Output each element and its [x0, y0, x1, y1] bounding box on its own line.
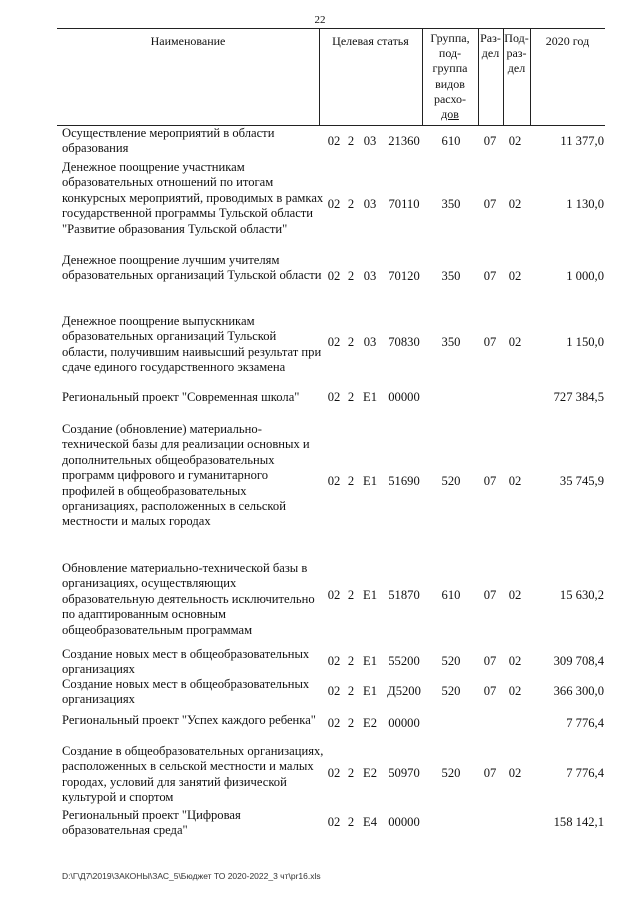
- row-c2: 2: [347, 766, 355, 780]
- row-c4: 50970: [388, 766, 420, 780]
- row-c1: 02: [327, 134, 341, 148]
- row-c2: 2: [347, 815, 355, 829]
- row-c3: E2: [363, 766, 377, 780]
- row-group: 350: [441, 197, 461, 211]
- row-c2: 2: [347, 269, 355, 283]
- header-name: Наименование: [150, 34, 226, 48]
- header-section: Раз- дел: [480, 31, 501, 61]
- file-path-footer: D:\Г\Д7\2019\ЗАКОНЫ\ЗАС_5\Бюджет ТО 2020-2022_3 чт\pr16.xls: [62, 871, 321, 881]
- row-c2: 2: [347, 716, 355, 730]
- row-name: Создание (обновление) материально-технической базы для реализации основных и дополнительных общеобразовательных программ цифрового и гуманитарного профилей в общеобразовательных организациях, расположенных в сельской местности и малых городах: [62, 422, 310, 529]
- row-subsection: 02: [508, 134, 522, 148]
- header-group: Группа, под- группа видов расхо- дов: [430, 31, 470, 122]
- row-section: 07: [483, 134, 497, 148]
- row-amount: 7 776,4: [566, 766, 604, 780]
- row-c1: 02: [327, 335, 341, 349]
- row-amount: 15 630,2: [559, 588, 604, 602]
- row-c2: 2: [347, 390, 355, 404]
- header-target: Целевая статья: [332, 34, 409, 48]
- row-subsection: 02: [508, 684, 522, 698]
- row-group: 350: [441, 335, 461, 349]
- row-amount: 366 300,0: [553, 684, 604, 698]
- row-name: Денежное поощрение выпускникам образовательных организаций Тульской области, получившим наивысший результат при сдаче единого государственного экзамена: [62, 314, 322, 375]
- header-year: 2020 год: [545, 34, 590, 48]
- row-section: 07: [483, 654, 497, 668]
- row-subsection: 02: [508, 474, 522, 488]
- row-name: Обновление материально-технической базы в организациях, осуществляющих образовательную деятельность исключительно по адаптированным основным общеобразовательным программам: [62, 561, 315, 637]
- row-c2: 2: [347, 684, 355, 698]
- row-name: Региональный проект "Цифровая образовательная среда": [62, 808, 241, 838]
- row-c2: 2: [347, 197, 355, 211]
- row-c1: 02: [327, 474, 341, 488]
- row-amount: 1 130,0: [566, 197, 604, 211]
- row-amount: 7 776,4: [566, 716, 604, 730]
- row-name: Денежное поощрение лучшим учителям образовательных организаций Тульской области: [62, 253, 322, 283]
- row-c2: 2: [347, 588, 355, 602]
- row-c2: 2: [347, 474, 355, 488]
- row-c3: E1: [363, 390, 377, 404]
- row-c2: 2: [347, 654, 355, 668]
- row-group: 350: [441, 269, 461, 283]
- row-c1: 02: [327, 716, 341, 730]
- row-subsection: 02: [508, 654, 522, 668]
- row-c3: E1: [363, 654, 377, 668]
- row-c3: E1: [363, 474, 377, 488]
- row-group: 610: [441, 134, 461, 148]
- row-c1: 02: [327, 654, 341, 668]
- row-c1: 02: [327, 269, 341, 283]
- row-section: 07: [483, 197, 497, 211]
- row-amount: 11 377,0: [560, 134, 604, 148]
- row-subsection: 02: [508, 588, 522, 602]
- row-amount: 158 142,1: [553, 815, 604, 829]
- row-c4: 55200: [388, 654, 420, 668]
- row-amount: 1 150,0: [566, 335, 604, 349]
- row-c1: 02: [327, 588, 341, 602]
- row-name: Осуществление мероприятий в области образования: [62, 126, 275, 156]
- row-name: Создание новых мест в общеобразовательных организациях: [62, 647, 310, 677]
- row-c1: 02: [327, 684, 341, 698]
- row-c3: E4: [363, 815, 377, 829]
- row-c1: 02: [327, 815, 341, 829]
- row-section: 07: [483, 269, 497, 283]
- row-c4: 70830: [388, 335, 420, 349]
- row-name: Региональный проект "Современная школа": [62, 390, 300, 404]
- row-name: Создание новых мест в общеобразовательных организациях: [62, 677, 310, 707]
- row-name: Региональный проект "Успех каждого ребенка": [62, 713, 316, 727]
- row-amount: 35 745,9: [559, 474, 604, 488]
- row-c4: Д5200: [387, 684, 421, 698]
- row-c4: 51870: [388, 588, 420, 602]
- row-c2: 2: [347, 335, 355, 349]
- row-amount: 1 000,0: [566, 269, 604, 283]
- row-subsection: 02: [508, 197, 522, 211]
- row-subsection: 02: [508, 335, 522, 349]
- row-c3: E1: [363, 588, 377, 602]
- row-name: Денежное поощрение участникам образовательных отношений по итогам конкурсных мероприятий, проводимых в рамках государственной программы Тульской области "Развитие образования Тульской области": [62, 160, 324, 236]
- row-section: 07: [483, 588, 497, 602]
- row-c4: 00000: [388, 390, 420, 404]
- row-c4: 00000: [388, 815, 420, 829]
- row-group: 520: [441, 684, 461, 698]
- row-c2: 2: [347, 134, 355, 148]
- row-c1: 02: [327, 197, 341, 211]
- row-c4: 00000: [388, 716, 420, 730]
- page-number: 22: [314, 14, 326, 26]
- row-section: 07: [483, 335, 497, 349]
- row-amount: 727 384,5: [553, 390, 604, 404]
- row-section: 07: [483, 684, 497, 698]
- row-c1: 02: [327, 390, 341, 404]
- row-c3: E1: [363, 684, 377, 698]
- row-group: 520: [441, 474, 461, 488]
- row-section: 07: [483, 474, 497, 488]
- row-c3: 03: [363, 134, 377, 148]
- row-c4: 21360: [388, 134, 420, 148]
- row-group: 610: [441, 588, 461, 602]
- row-c4: 51690: [388, 474, 420, 488]
- row-c1: 02: [327, 766, 341, 780]
- row-c3: E2: [363, 716, 377, 730]
- row-subsection: 02: [508, 766, 522, 780]
- header-subsection: Под- раз- дел: [504, 31, 529, 76]
- row-section: 07: [483, 766, 497, 780]
- row-group: 520: [441, 654, 461, 668]
- row-group: 520: [441, 766, 461, 780]
- row-c3: 03: [363, 197, 377, 211]
- row-amount: 309 708,4: [553, 654, 604, 668]
- row-c4: 70120: [388, 269, 420, 283]
- row-subsection: 02: [508, 269, 522, 283]
- row-c4: 70110: [388, 197, 420, 211]
- row-c3: 03: [363, 335, 377, 349]
- row-name: Создание в общеобразовательных организациях, расположенных в сельской местности и малых городах, условий для занятий физической культурой и спортом: [62, 744, 324, 805]
- row-c3: 03: [363, 269, 377, 283]
